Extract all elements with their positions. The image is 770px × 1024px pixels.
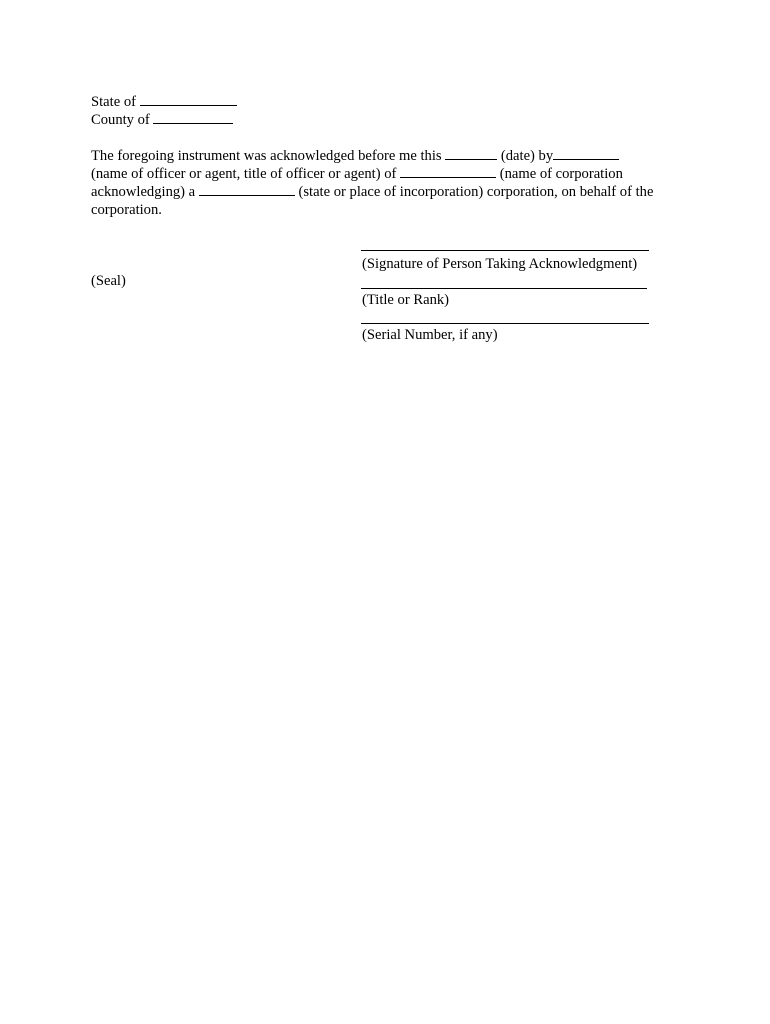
seal-label: (Seal) (91, 273, 126, 289)
county-line (91, 111, 233, 129)
body-line-4 (91, 201, 162, 219)
body-line-3 (91, 183, 653, 201)
title-rule (361, 288, 647, 289)
serial-label: (Serial Number, if any) (362, 327, 498, 343)
officer-blank (553, 147, 619, 160)
signature-label: (Signature of Person Taking Acknowledgment) (362, 256, 638, 272)
body-text-1b: (date) by (500, 148, 554, 164)
body-text-2a: (name of officer or agent, title of officer or agent) of (91, 166, 397, 182)
state-line (91, 93, 237, 111)
serial-rule (361, 323, 649, 324)
body-text-3a: acknowledging) a (91, 184, 196, 200)
title-label: (Title or Rank) (362, 292, 450, 308)
body-text-2b: (name of corporation (499, 166, 623, 182)
body-text-4: corporation. (91, 202, 162, 218)
signature-rule (361, 250, 649, 251)
body-text-3b: (state or place of incorporation) corporation, on behalf of the (298, 184, 654, 200)
county-label: County of (91, 112, 150, 128)
body-line-1 (91, 147, 619, 165)
body-line-2 (91, 165, 623, 183)
incorporation-blank (199, 183, 295, 196)
state-label: State of (91, 94, 136, 110)
corporation-blank (400, 165, 496, 178)
body-text-1a: The foregoing instrument was acknowledged before me this (91, 148, 442, 164)
county-blank (153, 111, 233, 124)
state-blank (140, 93, 237, 106)
date-blank (445, 147, 497, 160)
